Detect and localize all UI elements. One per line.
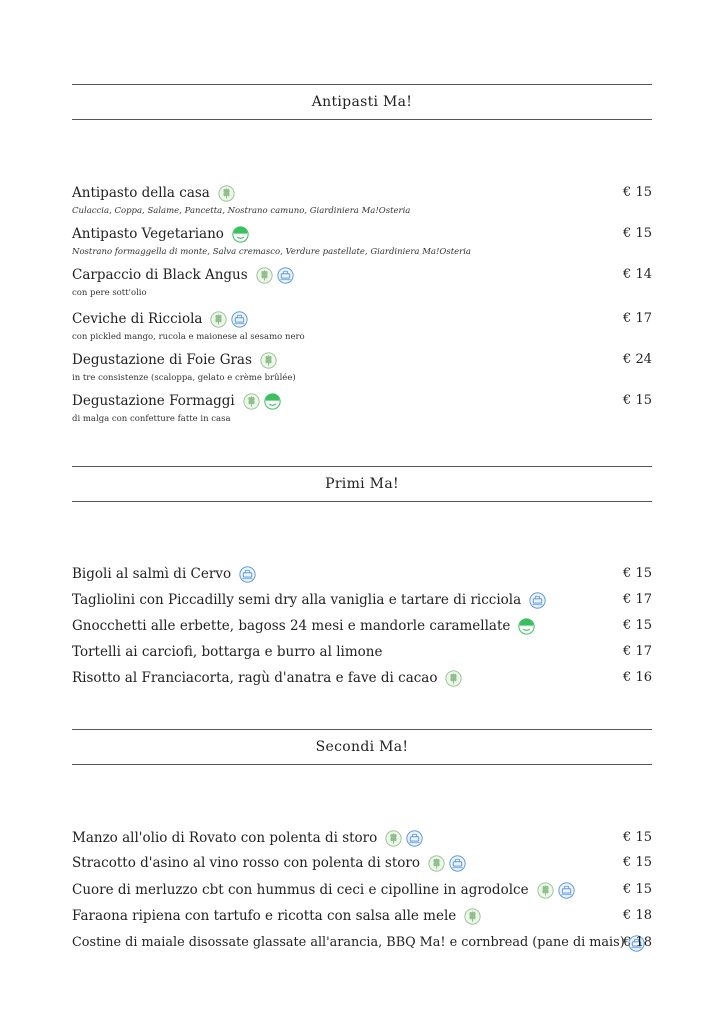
wheat-icon: [218, 185, 235, 202]
lactose-icon: [277, 267, 294, 284]
divider: [72, 501, 652, 502]
item-price: € 24: [623, 352, 652, 367]
item-icons: [243, 393, 281, 410]
section-secondi: [72, 729, 652, 950]
lactose-icon: [449, 855, 466, 872]
menu-item: [72, 266, 652, 299]
item-price: € 15: [623, 618, 652, 633]
item-price: € 15: [623, 882, 652, 897]
item-description: di malga con confetture fatte in casa: [72, 414, 231, 424]
item-icons: [218, 185, 235, 202]
item-icons: [260, 352, 277, 369]
divider: [72, 764, 652, 765]
item-description: con pickled mango, rucola e maionese al sesamo nero: [72, 332, 305, 342]
item-name: Tagliolini con Piccadilly semi dry alla vaniglia e tartare di ricciola: [72, 592, 522, 608]
section-title: Primi Ma!: [325, 476, 399, 492]
item-price: € 14: [623, 267, 652, 282]
lactose-icon: [558, 882, 575, 899]
menu-item: [72, 225, 652, 258]
item-name: Carpaccio di Black Angus: [72, 267, 248, 283]
wheat-icon: [537, 882, 554, 899]
section-title: Secondi Ma!: [315, 739, 409, 755]
item-price: € 16: [623, 670, 652, 685]
item-icons: [529, 592, 546, 609]
item-price: € 17: [623, 592, 652, 607]
lactose-icon: [231, 311, 248, 328]
wheat-icon: [445, 670, 462, 687]
menu-item: [72, 934, 652, 952]
wheat-icon: [385, 830, 402, 847]
menu-item: [72, 829, 652, 847]
item-icons: [232, 226, 249, 243]
menu-item: [72, 643, 652, 661]
vegetarian-icon: [232, 226, 249, 243]
item-price: € 17: [623, 644, 652, 659]
wheat-icon: [464, 908, 481, 925]
menu-item: [72, 565, 652, 583]
item-icons: [239, 566, 256, 583]
wheat-icon: [260, 352, 277, 369]
item-description: Culaccia, Coppa, Salame, Pancetta, Nostrano camuno, Giardiniera Ma!Osteria: [72, 206, 411, 216]
wheat-icon: [210, 311, 227, 328]
menu-item: [72, 907, 652, 925]
item-name: Costine di maiale disossate glassate all'arancia, BBQ Ma! e cornbread (pane di mais): [72, 935, 625, 950]
item-name: Antipasto della casa: [72, 185, 210, 201]
item-icons: [210, 311, 248, 328]
item-description: in tre consistenze (scaloppa, gelato e crème brûlée): [72, 373, 296, 383]
item-name: Stracotto d'asino al vino rosso con polenta di storo: [72, 855, 420, 871]
item-name: Bigoli al salmì di Cervo: [72, 566, 232, 582]
item-icons: [385, 830, 423, 847]
item-name: Ceviche di Ricciola: [72, 311, 203, 327]
item-name: Gnocchetti alle erbette, bagoss 24 mesi e mandorle caramellate: [72, 618, 511, 634]
lactose-icon: [239, 566, 256, 583]
menu-item: [72, 881, 652, 899]
item-name: Cuore di merluzzo cbt con hummus di ceci e cipolline in agrodolce: [72, 882, 529, 898]
item-name: Degustazione di Foie Gras: [72, 352, 252, 368]
item-price: € 18: [623, 908, 652, 923]
item-description: Nostrano formaggella di monte, Salva cremasco, Verdure pastellate, Giardiniera Ma!Osteria: [72, 247, 472, 257]
section-antipasti: [72, 84, 652, 424]
item-icons: [537, 882, 575, 899]
item-name: Antipasto Vegetariano: [72, 226, 224, 242]
item-price: € 15: [623, 185, 652, 200]
menu-item: [72, 351, 652, 384]
menu-item: [72, 617, 652, 635]
item-name: Faraona ripiena con tartufo e ricotta con salsa alle mele: [72, 908, 457, 924]
menu-item: [72, 591, 652, 609]
menu-item: [72, 184, 652, 217]
item-icons: [464, 908, 481, 925]
lactose-icon: [406, 830, 423, 847]
menu-item: [72, 669, 652, 687]
item-icons: [518, 618, 535, 635]
item-name: Tortelli ai carciofi, bottarga e burro al limone: [72, 644, 383, 660]
divider: [72, 119, 652, 120]
item-price: € 18: [623, 935, 652, 950]
menu-item: [72, 392, 652, 425]
item-price: € 15: [623, 855, 652, 870]
menu-item: [72, 310, 652, 343]
vegetarian-icon: [518, 618, 535, 635]
item-price: € 15: [623, 830, 652, 845]
item-name: Manzo all'olio di Rovato con polenta di storo: [72, 830, 378, 846]
lactose-icon: [529, 592, 546, 609]
wheat-icon: [428, 855, 445, 872]
item-icons: [445, 670, 462, 687]
section-primi: [72, 466, 652, 686]
item-price: € 17: [623, 311, 652, 326]
menu-item: [72, 854, 652, 872]
item-name: Degustazione Formaggi: [72, 393, 235, 409]
wheat-icon: [243, 393, 260, 410]
item-price: € 15: [623, 566, 652, 581]
item-description: con pere sott'olio: [72, 288, 147, 298]
wheat-icon: [256, 267, 273, 284]
vegetarian-icon: [264, 393, 281, 410]
item-icons: [256, 267, 294, 284]
item-price: € 15: [623, 393, 652, 408]
item-price: € 15: [623, 226, 652, 241]
section-title: Antipasti Ma!: [311, 94, 413, 110]
item-name: Risotto al Franciacorta, ragù d'anatra e fave di cacao: [72, 670, 438, 686]
item-icons: [428, 855, 466, 872]
